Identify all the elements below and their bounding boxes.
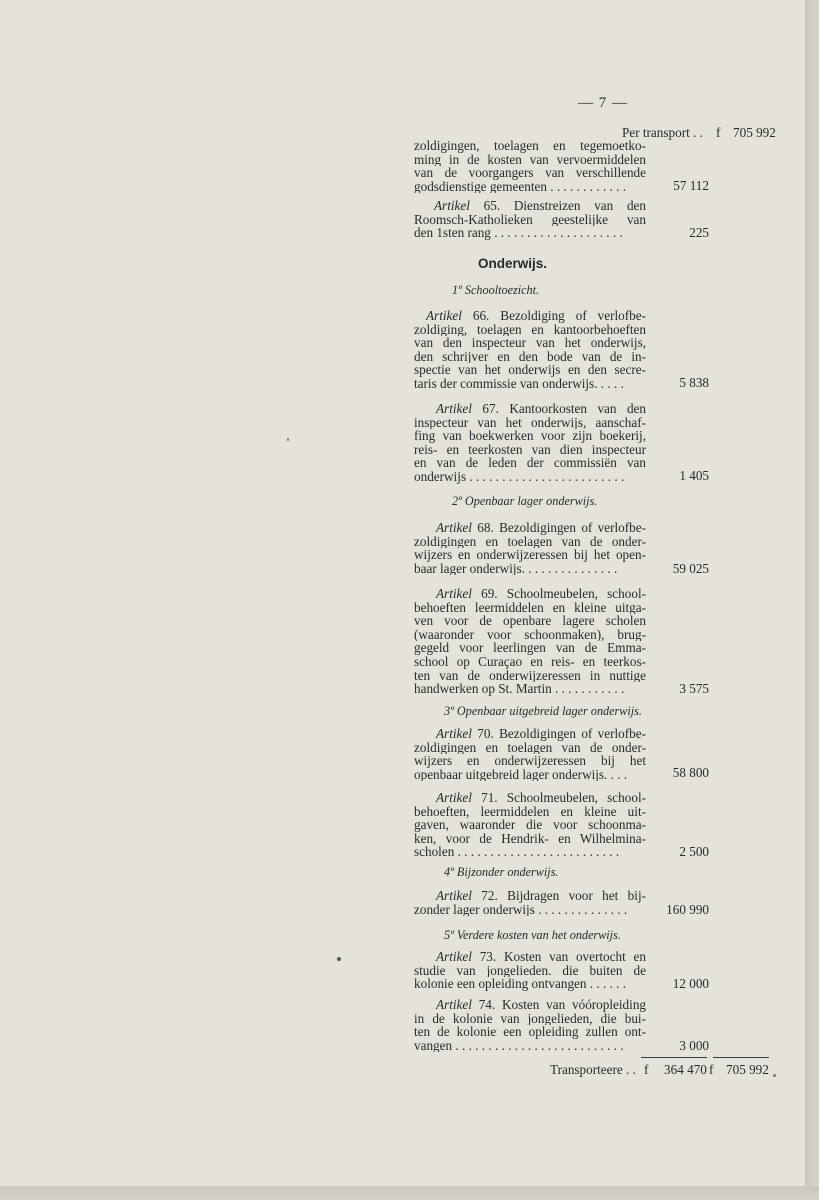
text-line: godsdienstige gemeenten . . . . . . . . . . . . (414, 179, 627, 194)
text-line: kolonie een opleiding ontvangen . . . . . . (414, 977, 627, 991)
text-line: 66. Bezoldiging of verlofbe- (472, 309, 646, 323)
paragraph-continued (414, 139, 646, 193)
article-67 (414, 402, 646, 484)
amount: 2 500 (679, 844, 709, 859)
paper-speck (773, 1074, 776, 1077)
artikel-label: Artikel (436, 950, 472, 964)
amount: 58 800 (672, 765, 709, 780)
text-line: reis- en teerkosten van dien inspecteur (414, 442, 646, 457)
article-69 (414, 587, 646, 696)
text-line: 68. Bezoldigingen of verlofbe- (477, 521, 646, 535)
text-line: zoldiging, toelagen en kantoorbehoeften (414, 322, 646, 337)
amount: 12 000 (672, 976, 709, 991)
amount: 57 112 (673, 178, 709, 193)
text-line: zoldigingen en toelagen van de onder- (414, 534, 646, 549)
text-line: gaven, waaronder die voor schoonma- (414, 818, 646, 832)
text-line: 73. Kosten van overtocht en (479, 950, 646, 964)
carry-in-label: Per transport . . (622, 125, 703, 140)
text-line: 67. Kantoorkosten van den (482, 402, 646, 416)
text-line: wijzers en onderwijzeressen bij het (414, 754, 646, 768)
text-line: behoeften leermiddelen en kleine uitga- (414, 600, 646, 615)
article-70 (414, 727, 646, 781)
artikel-label: Artikel (436, 791, 472, 805)
subsection-heading: 4º Bijzonder onderwijs. (444, 865, 559, 879)
text-line: van de voorgangers van verschillende (414, 166, 646, 180)
carry-out-currency: f (644, 1062, 649, 1077)
artikel-label: Artikel (436, 998, 472, 1012)
text-line: Roomsch-Katholieken geestelijke van (414, 212, 646, 227)
text-line: den schrijver en den bode van de in- (414, 349, 646, 364)
amount: 225 (689, 225, 709, 240)
text-line: ven voor de openbare lagere scholen (414, 614, 646, 628)
text-line: ten van de onderwijzeressen in nuttige (414, 668, 646, 683)
text-line: onderwijs . . . . . . . . . . . . . . . . . . . . . . . . (414, 469, 625, 484)
text-line: spectie van het onderwijs en den secre- (414, 363, 646, 377)
text-line: (waaronder voor schoonmaken), brug- (414, 627, 646, 642)
article-68 (414, 521, 646, 575)
text-line: fing van boekwerken voor zijn boekerij, (414, 429, 646, 443)
subsection-heading: 1º Schooltoezicht. (452, 283, 540, 297)
carry-out-amount-1: 364 470 (664, 1062, 707, 1077)
text-line: ming in de kosten van vervoermiddelen (414, 152, 646, 167)
article-73 (414, 950, 646, 991)
subsection-heading: 3º Openbaar uitgebreid lager onderwijs. (444, 704, 642, 718)
amount: 3 000 (679, 1038, 709, 1053)
total-rule (641, 1057, 707, 1058)
artikel-label: Artikel (436, 889, 472, 903)
amount: 5 838 (679, 375, 709, 390)
article-74 (414, 998, 646, 1052)
paper-speck (337, 957, 341, 961)
text-line: 65. Dienstreizen van den (483, 199, 646, 213)
page-number: — 7 — (578, 95, 628, 111)
text-line: 69. Schoolmeubelen, school- (481, 587, 646, 601)
text-line: school op Curaçao en reis- en teerkos- (414, 654, 646, 669)
text-line: ten de kolonie een opleiding zullen ont- (414, 1025, 646, 1039)
subsection-heading: 2º Openbaar lager onderwijs. (452, 494, 598, 508)
text-line: baar lager onderwijs. . . . . . . . . . . . . . . (414, 561, 618, 576)
carry-out-currency: f (709, 1062, 714, 1077)
amount: 160 990 (666, 902, 709, 917)
paper-speck (287, 438, 289, 441)
total-rule (713, 1057, 769, 1058)
text-line: 71. Schoolmeubelen, school- (481, 791, 646, 805)
text-line: in de kolonie van jongelieden, die bui- (414, 1011, 646, 1026)
article-66 (414, 309, 646, 391)
artikel-label: Artikel (436, 727, 472, 741)
artikel-label: Artikel (436, 521, 472, 535)
article-65 (414, 199, 646, 240)
text-line: den 1sten rang . . . . . . . . . . . . . . . . . . . . (414, 226, 623, 240)
page-edge-bottom (0, 1186, 819, 1200)
page-edge-right (805, 0, 819, 1200)
text-line: zoldigingen en toelagen van de onder- (414, 740, 646, 755)
carry-in-amount: 705 992 (733, 125, 776, 140)
text-line: wijzers en onderwijzeressen bij het open- (414, 548, 646, 562)
amount: 59 025 (672, 561, 709, 576)
text-line: van den inspecteur van het onderwijs, (414, 336, 646, 350)
artikel-label: Artikel (436, 402, 472, 416)
article-72 (414, 889, 646, 916)
text-line: en van de leden der commissiën van (414, 456, 646, 470)
text-line: ken, voor de Hendrik- en Wilhelmina- (414, 831, 646, 846)
carry-out-amount-2: 705 992 (726, 1062, 769, 1077)
carry-out-label: Transporteere . . (550, 1062, 636, 1077)
text-line: scholen . . . . . . . . . . . . . . . . . . . . . . . . . (414, 845, 620, 859)
artikel-label: Artikel (426, 309, 462, 323)
section-title: Onderwijs. (478, 256, 548, 271)
text-line: zoldigingen, toelagen en tegemoetko- (414, 139, 646, 153)
text-line: 74. Kosten van vóóropleiding (478, 998, 646, 1012)
article-71 (414, 791, 646, 859)
carry-in-currency: f (716, 125, 721, 140)
text-line: 70. Bezoldigingen of verlofbe- (477, 727, 646, 741)
text-line: 72. Bijdragen voor het bij- (481, 889, 646, 903)
text-line: zonder lager onderwijs . . . . . . . . . . . . . . (414, 902, 628, 917)
artikel-label: Artikel (434, 199, 470, 213)
text-line: behoeften, leermiddelen en kleine uit- (414, 804, 646, 819)
text-line: openbaar uitgebreid lager onderwijs. . . . (414, 767, 628, 782)
amount: 3 575 (679, 681, 709, 696)
artikel-label: Artikel (436, 587, 472, 601)
text-line: vangen . . . . . . . . . . . . . . . . . . . . . . . . . . (414, 1038, 624, 1053)
amount: 1 405 (679, 468, 709, 483)
text-line: gegeld voor leerlingen van de Emma- (414, 641, 646, 655)
text-line: inspecteur van het onderwijs, aanschaf- (414, 415, 646, 430)
text-line: taris der commissie van onderwijs. . . . . (414, 376, 624, 391)
text-line: studie van jongelieden. die buiten de (414, 963, 646, 978)
text-line: handwerken op St. Martin . . . . . . . . . . . (414, 682, 625, 696)
subsection-heading: 5º Verdere kosten van het onderwijs. (444, 928, 621, 942)
